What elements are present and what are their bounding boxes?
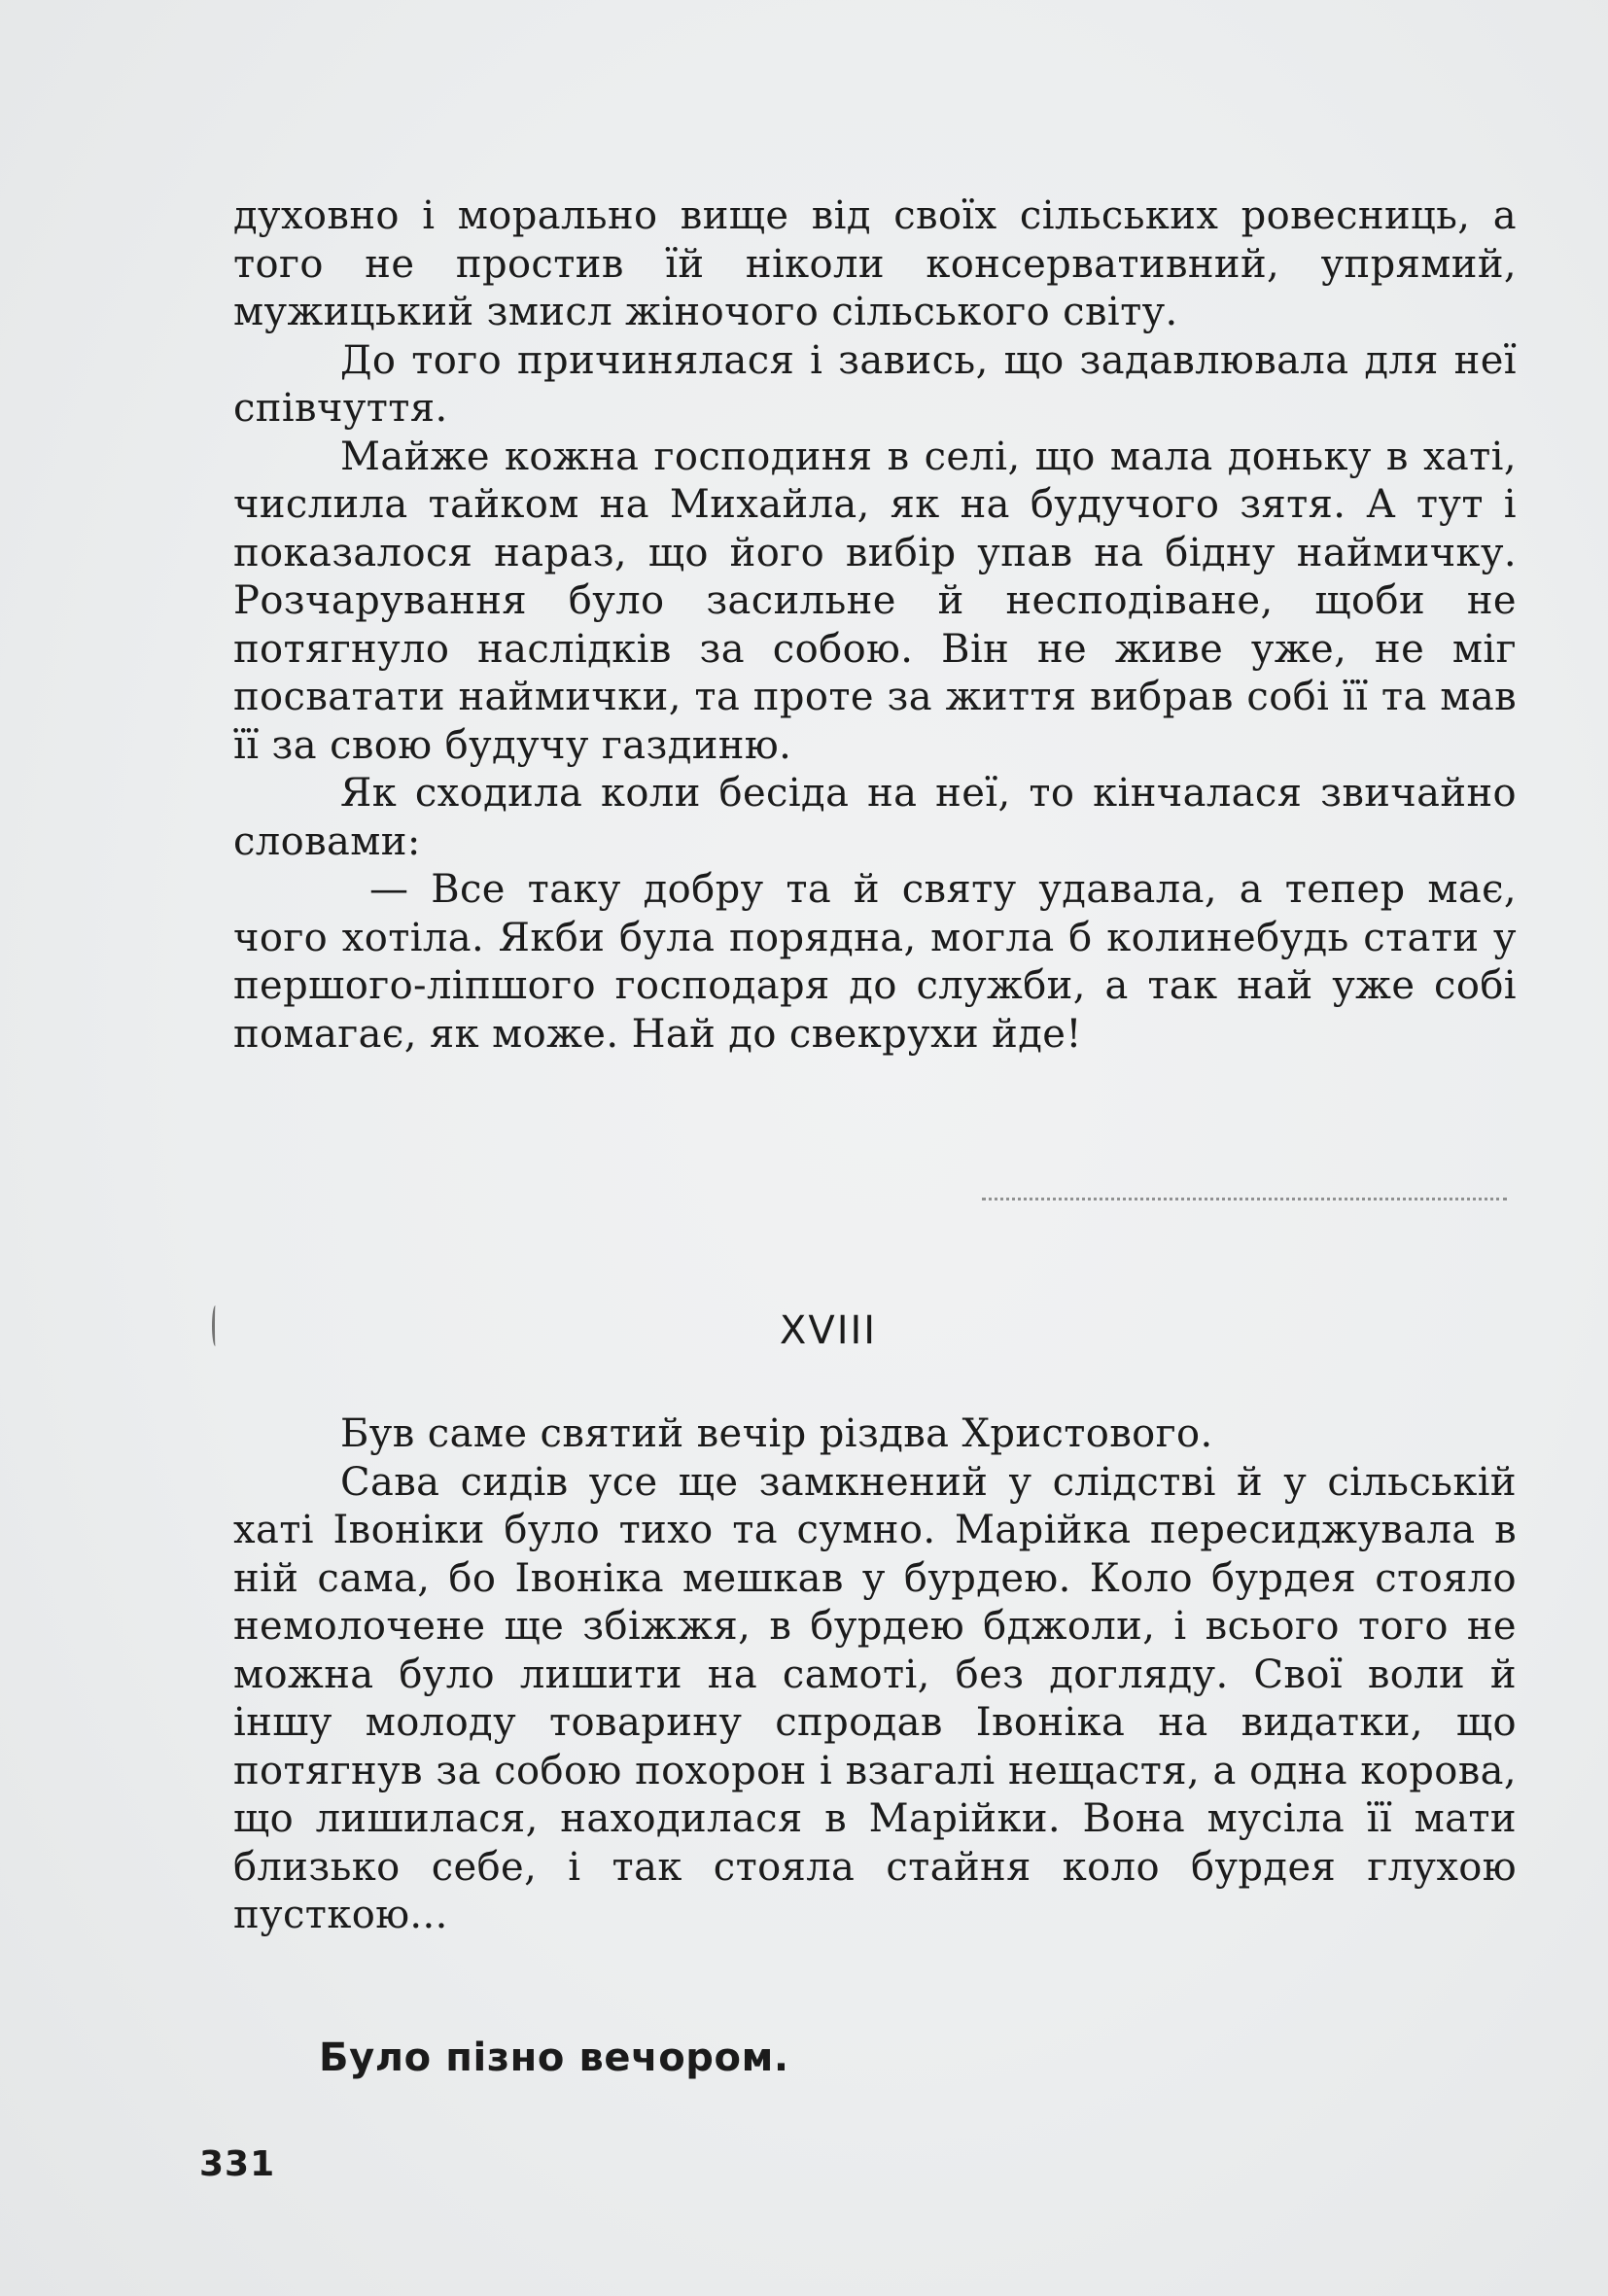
paragraph: Майже кожна господиня в селі, що мала доньку в хаті, числила тайком на Михайла, як на будучого зятя. А тут і показалося нараз, що його вибір упав на бідну наймичку. Розчарування було засильне й несподіване, щоби не потягнуло наслідків за собою. Він не живе уже, не міг посватати наймички, та проте за життя вибрав собі її та мав її за свою будучу газдиню.	[233, 434, 1517, 768]
text-block-bottom	[233, 1410, 1517, 1940]
text-block-top	[233, 192, 1517, 1059]
paragraph: Як сходила коли бесіда на неї, то кінчалася звичайно словами:	[233, 771, 1517, 864]
paragraph: Був саме святий вечір різдва Христового.	[340, 1411, 1213, 1456]
paragraph: духовно і морально вище від своїх сільських ровесниць, а того не простив їй ніколи консервативний, упрямий, мужицький змисл жіночого сільського світу.	[233, 193, 1517, 334]
dialogue-paragraph: — Все таку добру та й святу удавала, а тепер має, чого хотіла. Якби була порядна, могла б колинебудь стати у першого-ліпшого господаря до служби, а так най уже собі помагає, як може. Най до свекрухи йде!	[233, 867, 1517, 1057]
closing-line: Було пізно вечором.	[319, 2035, 789, 2080]
dotted-rule	[982, 1198, 1507, 1204]
page-number: 331	[199, 2144, 276, 2184]
paragraph: До того причинялася і завись, що задавлювала для неї співчуття.	[233, 337, 1517, 431]
paragraph: Сава сидів усе ще замкнений у слідстві й у сільській хаті Івоніки було тихо та сумно. Марійка пересиджувала в ній сама, бо Івоніка мешкав у бурдею. Коло бурдея стояло немолочене ще збіжжя, в бурдею бджоли, і всього того не можна було лишити на самоті, без догляду. Свої воли й іншу молоду товарину спродав Івоніка на видатки, що потягнув за собою похорон і взагалі нещастя, а одна корова, що лишилася, находилася в Марійки. Вона мусіла її мати близько себе, і так стояла стайня коло бурдея глухою пусткою...	[233, 1459, 1517, 1937]
chapter-heading: XVIII	[779, 1308, 878, 1353]
